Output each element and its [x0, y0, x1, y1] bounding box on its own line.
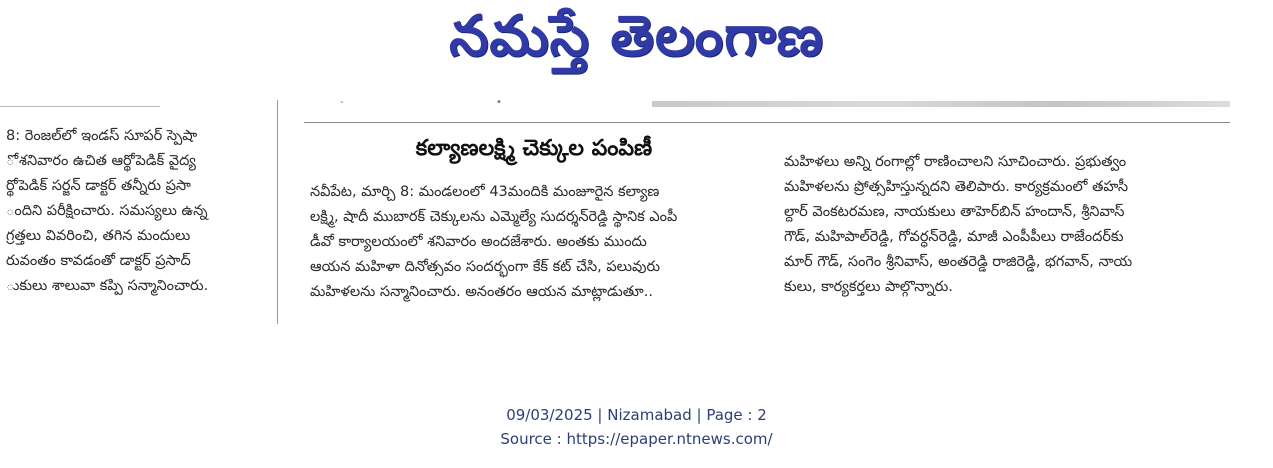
article-body-line: మహిళలను సన్మానించారు. అనంతరం ఆయన మాట్లాడుతూ.. — [310, 284, 653, 300]
article-headline: కల్యాణలక్ష్మి చెక్కుల పంపిణీ — [415, 136, 653, 161]
print-mark: • — [496, 97, 502, 108]
newspaper-masthead: నమస్తే తెలంగాణ — [449, 4, 824, 69]
source-link[interactable]: Source : https://epaper.ntnews.com/ — [500, 430, 773, 448]
left-column-line: ో శనివారం ఉచిత ఆర్థోపెడిక్ వైద్య — [6, 153, 196, 169]
article-continuation-line: కులు, కార్యకర్తలు పాల్గొన్నారు. — [784, 279, 953, 295]
article-body-line: డీవో కార్యాలయంలో శనివారం అందజేశారు. అంతకు ముందు — [310, 234, 647, 250]
article-continuation — [784, 150, 1234, 300]
left-column-line: గ్రత్తలు వివరించి, తగిన మందులు — [6, 228, 191, 244]
left-column-line: 8: రెంజల్‌లో ఇండస్ సూపర్ స్పెషా — [6, 128, 198, 144]
article-continuation-line: ల్దార్ వెంకటరమణ, నాయకులు తాహెర్‌బిన్ హందాన్, శ్రీనివాస్ — [784, 204, 1125, 220]
article-continuation-line: మార్ గౌడ్, సంగెం శ్రీనివాస్, అంతరెడ్డి రాజిరెడ్డి, భగవాన్, నాయ — [784, 254, 1133, 270]
article-body — [310, 180, 756, 305]
article-continuation-line: గౌడ్, మహిపాల్‌రెడ్డి, గోవర్ధన్‌రెడ్డి, మాజీ ఎంపీపీలు రాజేందర్‌కు — [784, 229, 1124, 245]
edition-info: 09/03/2025 | Nizamabad | Page : 2 — [506, 406, 767, 424]
left-column-line: ర్థోపెడిక్ సర్జన్ డాక్టర్ తన్నీరు ప్రసా — [6, 178, 191, 194]
article-body-line: లక్ష్మి, షాదీ ముబారక్ చెక్కులను ఎమ్మెల్యే సుదర్శన్‌రెడ్డి స్థానిక ఎంపీ — [310, 209, 678, 225]
column-top-rule-left — [0, 106, 160, 107]
photo-strip-edge — [652, 101, 1230, 107]
article-continuation-line: మహిళలు అన్ని రంగాల్లో రాణించాలని సూచించారు. ప్రభుత్వం — [784, 154, 1127, 170]
article-continuation-line: మహిళలను ప్రోత్సహిస్తున్నదని తెలిపారు. కార్యక్రమంలో తహసీ — [784, 179, 1129, 195]
article-top-rule — [304, 122, 1230, 123]
left-column-line: రువంతం కావడంతో డాక్టర్ ప్రసాద్ — [6, 253, 191, 269]
print-mark: - — [340, 97, 344, 108]
left-column-text — [0, 124, 258, 299]
left-column-line: ందిని పరీక్షించారు. సమస్యలు ఉన్న — [6, 203, 208, 219]
left-column-line: ుకులు శాలువా కప్పి సన్మానించారు. — [6, 278, 209, 294]
article-body-line: నవీపేట, మార్చి 8: మండలంలో 43మందికి మంజూరైన కల్యాణ — [310, 184, 660, 200]
article-body-line: ఆయన మహిళా దినోత్సవం సందర్భంగా కేక్ కట్ చేసి, పలువురు — [310, 259, 661, 275]
column-divider — [277, 100, 278, 324]
